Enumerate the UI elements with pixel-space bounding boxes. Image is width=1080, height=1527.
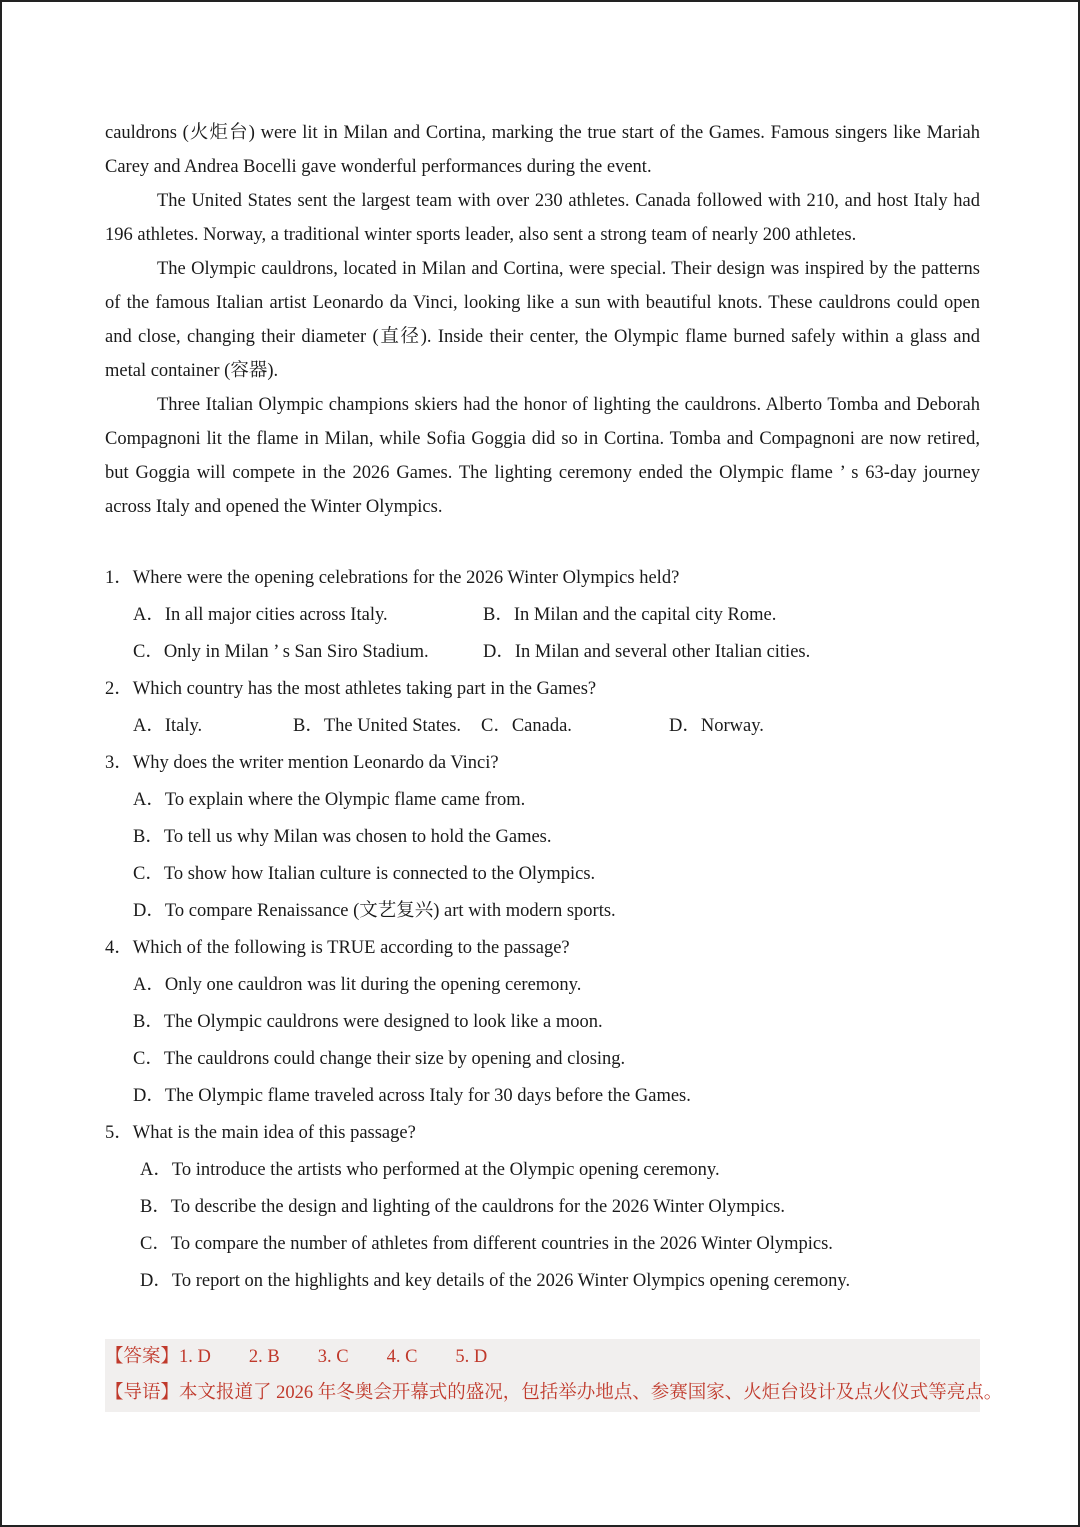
question-list — [105, 560, 980, 1300]
option-row — [105, 708, 980, 745]
guide-text: 本文报道了 2026 年冬奥会开幕式的盛况，包括举办地点、参赛国家、火炬台设计及点火仪式等亮点。 — [179, 1383, 1003, 1403]
option: A．Only one cauldron was lit during the opening ceremony. — [133, 975, 582, 995]
option-row — [105, 597, 980, 634]
answer-item: 4. C — [386, 1347, 418, 1367]
answer-item: 5. D — [455, 1347, 488, 1367]
option: C．To compare the number of athletes from different countries in the 2026 Winter Olympics. — [140, 1234, 833, 1254]
question-stem: 4．Which of the following is TRUE according to the passage? — [105, 938, 570, 958]
question-stem: 5．What is the main idea of this passage? — [105, 1123, 416, 1143]
passage-paragraph: cauldrons (火炬台) were lit in Milan and Cortina, marking the true start of the Games. Famous singers like Mariah Carey and Andrea Bocelli gave wonderful performances during the event. — [105, 123, 980, 177]
option: C．Only in Milan ’ s San Siro Stadium. — [133, 642, 429, 662]
option: A．In all major cities across Italy. — [133, 605, 388, 625]
option: B．To tell us why Milan was chosen to hold the Games. — [133, 827, 552, 847]
question-stem: 1．Where were the opening celebrations for the 2026 Winter Olympics held? — [105, 568, 680, 588]
guide-label: 【导语】 — [105, 1383, 180, 1403]
option: A．To introduce the artists who performed at the Olympic opening ceremony. — [140, 1160, 720, 1180]
option: D．To compare Renaissance (文艺复兴) art with modern sports. — [133, 901, 616, 921]
option: C．Canada. — [481, 716, 572, 736]
passage-paragraph: Three Italian Olympic champions skiers had the honor of lighting the cauldrons. Alberto Tomba and Deborah Compagnoni lit the flame in Milan, while Sofia Goggia did so in Cortina. Tomba and Compagnoni are now retired, but Goggia will compete in the 2026 Games. The lighting ceremony ended the Olympic flame ’ s 63-day journey across Italy and opened the Winter Olympics. — [105, 395, 980, 517]
option: C．To show how Italian culture is connected to the Olympics. — [133, 864, 596, 884]
option: D．The Olympic flame traveled across Italy for 30 days before the Games. — [133, 1086, 691, 1106]
option: B．In Milan and the capital city Rome. — [483, 605, 777, 625]
option: D．In Milan and several other Italian cities. — [483, 642, 811, 662]
answer-section — [105, 1339, 1003, 1412]
option: B．The Olympic cauldrons were designed to look like a moon. — [133, 1012, 603, 1032]
option: A．Italy. — [133, 716, 203, 736]
answer-label: 【答案】 — [105, 1347, 180, 1367]
option: B．To describe the design and lighting of the cauldrons for the 2026 Winter Olympics. — [140, 1197, 785, 1217]
passage-paragraph: The Olympic cauldrons, located in Milan and Cortina, were special. Their design was inspired by the patterns of the famous Italian artist Leonardo da Vinci, looking like a sun with beautiful knots. These cauldrons could open and close, changing their diameter (直径). Inside their center, the Olympic flame burned safely within a glass and metal container (容器). — [105, 259, 980, 381]
option: B．The United States. — [293, 716, 462, 736]
answer-item: 3. C — [317, 1347, 349, 1367]
option: D．Norway. — [669, 716, 764, 736]
question-stem: 2．Which country has the most athletes taking part in the Games? — [105, 679, 597, 699]
option: D．To report on the highlights and key details of the 2026 Winter Olympics opening ceremony. — [140, 1271, 851, 1291]
passage-paragraph: The United States sent the largest team with over 230 athletes. Canada followed with 210, and host Italy had 196 athletes. Norway, a traditional winter sports leader, also sent a strong team of nearly 200 athletes. — [105, 191, 980, 245]
option: C．The cauldrons could change their size by opening and closing. — [133, 1049, 626, 1069]
question-stem: 3．Why does the writer mention Leonardo da Vinci? — [105, 753, 499, 773]
answer-item: 1. D — [179, 1347, 211, 1367]
answer-line — [105, 1339, 980, 1375]
option: A．To explain where the Olympic flame came from. — [133, 790, 526, 810]
option-row — [105, 634, 980, 671]
reading-passage — [105, 116, 980, 524]
guide-line — [105, 1375, 1003, 1411]
answer-item: 2. B — [248, 1347, 280, 1367]
